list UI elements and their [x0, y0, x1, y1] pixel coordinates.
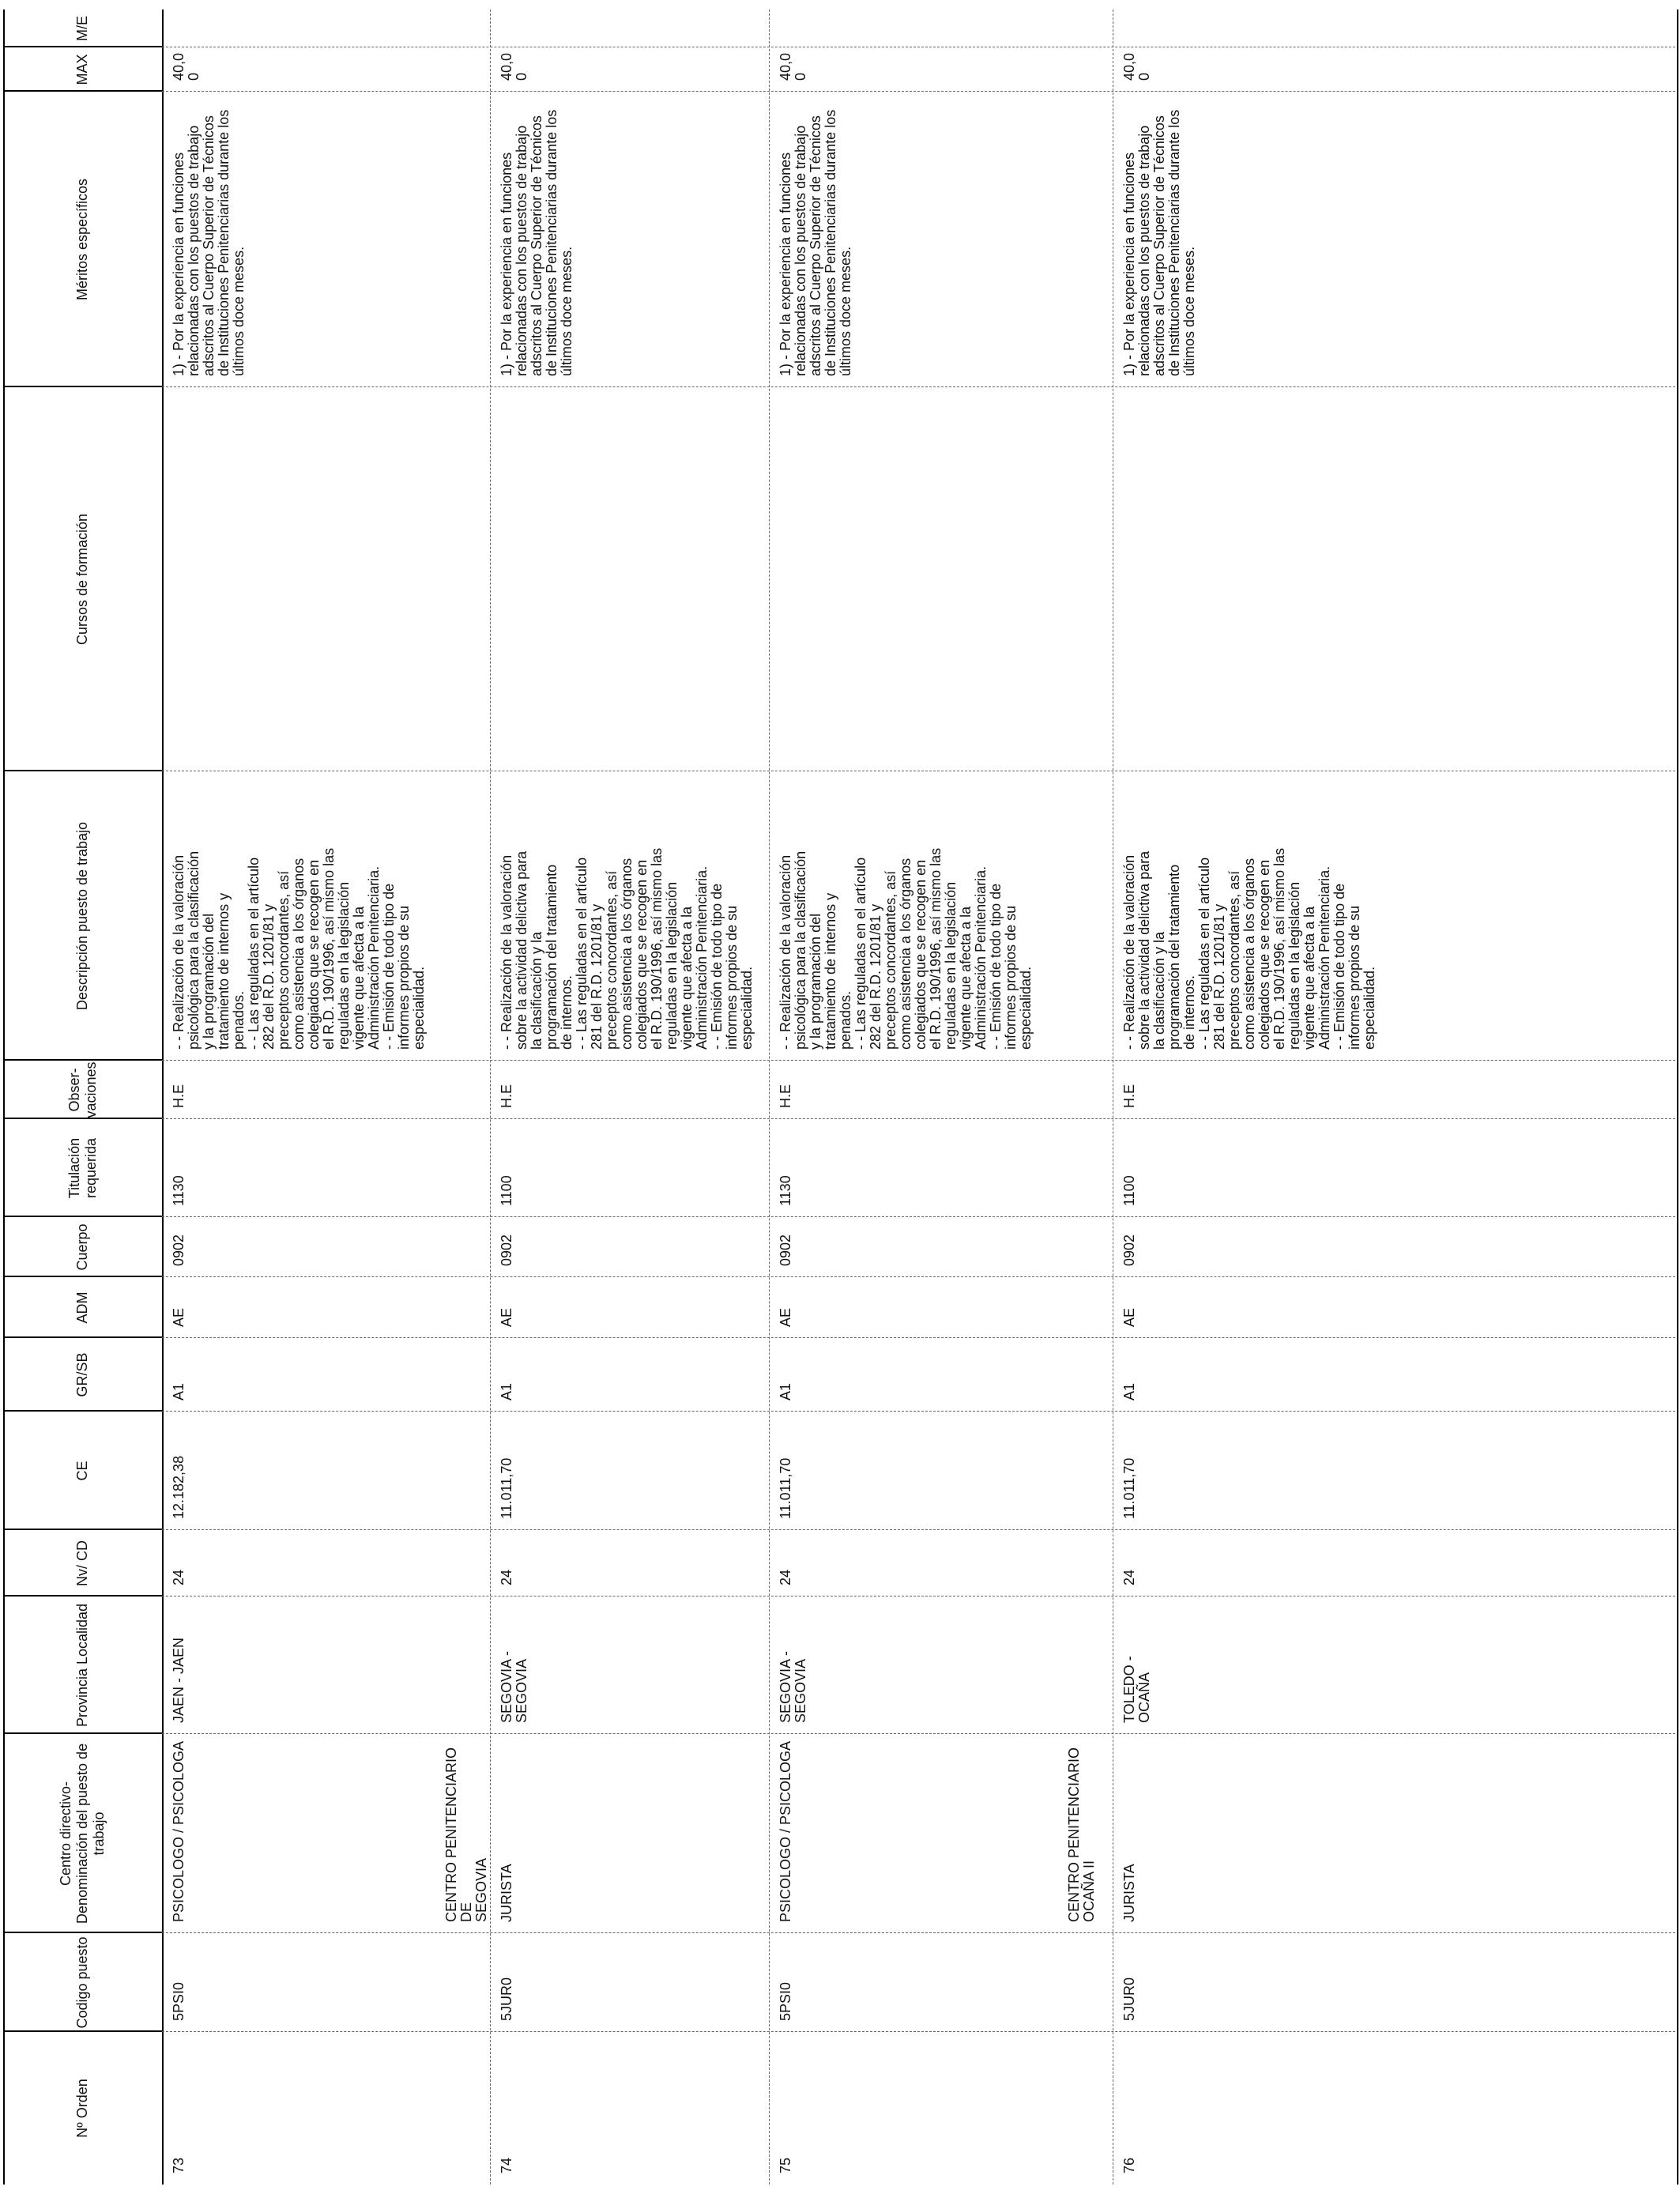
cell-codigo: 5PSI0 [778, 1981, 793, 2021]
cell-denominacion: JURISTA [1121, 1864, 1137, 1922]
row-divider [769, 9, 770, 2185]
header-cuerpo: Cuerpo [74, 1223, 90, 1271]
cell-codigo: 5JUR0 [499, 1977, 514, 2021]
cell-titulacion: 1100 [499, 1175, 514, 1206]
cell-provincia: TOLEDO - OCAÑA [1121, 1656, 1152, 1723]
cell-orden: 76 [1121, 2157, 1137, 2173]
body-column-divider [162, 2031, 1675, 2032]
cell-nivel: 24 [499, 1569, 514, 1585]
cell-nivel: 24 [778, 1569, 793, 1585]
header-column-divider [3, 1732, 162, 1734]
body-column-divider [162, 1216, 1675, 1217]
cell-provincia: SEGOVIA - SEGOVIA [778, 1650, 808, 1723]
header-orden: Nº Orden [74, 2079, 90, 2138]
header-column-divider [3, 1276, 162, 1277]
header-column-divider [3, 2030, 162, 2032]
cell-adm: AE [1121, 1307, 1137, 1327]
header-titulacion: Titulación requerida [66, 1133, 99, 1199]
header-centro: Centro directivo- Denominación del puesto de trabajo [58, 1743, 107, 1924]
cell-provincia: JAEN - JAEN [171, 1637, 186, 1723]
cell-grupo: A1 [499, 1382, 514, 1400]
cell-max: 40,0 0 [499, 52, 529, 81]
cell-orden: 74 [499, 2157, 514, 2173]
body-column-divider [162, 91, 1675, 92]
cell-centro-header: CENTRO PENITENCIARIO OCAÑA II [1066, 1747, 1097, 1922]
header-column-divider [3, 1932, 162, 1933]
cell-denominacion: PSICOLOGO / PSICOLOGA [778, 1740, 793, 1922]
header-column-divider [3, 1216, 162, 1217]
cell-titulacion: 1130 [171, 1175, 186, 1206]
cell-cuerpo: 0902 [499, 1234, 514, 1266]
cell-orden: 73 [171, 2157, 186, 2173]
header-me: M/E [74, 16, 90, 42]
cell-denominacion: PSICOLOGO / PSICOLOGA [171, 1740, 186, 1922]
header-column-divider [3, 386, 162, 387]
cell-grupo: A1 [778, 1382, 793, 1400]
header-column-divider [3, 1410, 162, 1412]
cell-observaciones: H.E [1121, 1084, 1137, 1108]
cell-observaciones: H.E [499, 1084, 514, 1108]
header-column-divider [3, 46, 162, 47]
body-column-divider [162, 1733, 1675, 1734]
header-codigo: Codigo puesto [74, 1936, 90, 2029]
cell-adm: AE [778, 1307, 793, 1327]
cell-max: 40,0 0 [171, 52, 202, 81]
cell-denominacion: JURISTA [499, 1864, 514, 1922]
header-nivel: Nv/ CD [74, 1540, 90, 1586]
body-column-divider [162, 1118, 1675, 1119]
cell-adm: AE [171, 1307, 186, 1327]
body-column-divider [162, 1060, 1675, 1061]
cell-titulacion: 1100 [1121, 1175, 1137, 1206]
cell-adm: AE [499, 1307, 514, 1327]
cell-observaciones: H.E [778, 1084, 793, 1108]
cell-max: 40,0 0 [778, 52, 808, 81]
body-column-divider [162, 1337, 1675, 1338]
cell-centro-header: CENTRO PENITENCIARIO DE SEGOVIA [443, 1747, 489, 1922]
cell-ce: 11.011,70 [1121, 1457, 1137, 1519]
cell-grupo: A1 [1121, 1382, 1137, 1400]
cell-max: 40,0 0 [1121, 52, 1152, 81]
header-cursos: Cursos de formación [74, 513, 90, 646]
header-descripcion: Descripción puesto de trabajo [74, 821, 90, 1011]
cell-nivel: 24 [1121, 1569, 1137, 1585]
header-observaciones: Obser- vaciones [66, 1061, 99, 1118]
header-column-divider [3, 1059, 162, 1061]
header-column-divider [3, 90, 162, 92]
cell-observaciones: H.E [171, 1084, 186, 1108]
body-column-divider [162, 1276, 1675, 1277]
cell-ce: 11.011,70 [778, 1457, 793, 1519]
cell-descripcion: - - Realización de la valoración sobre la actividad delictiva para la clasificación y la programación del tratamiento de internos. - - Las reguladas en el artículo 281 del R.D. 1201/81 y preceptos concordantes, así como asistencia a los órganos colegiados que se recogen en el R.D. 190/1996, así mismo las reguladas en la legislación vigente que afecta a la Administración Penitenciaria. - - Emisión de todo tipo de informes propios de su especialidad. [499, 847, 755, 1050]
header-provincia: Provincia Localidad [74, 1603, 90, 1728]
header-grupo: GR/SB [74, 1352, 90, 1397]
cell-orden: 75 [778, 2157, 793, 2173]
cell-provincia: SEGOVIA - SEGOVIA [499, 1650, 529, 1723]
cell-codigo: 5JUR0 [1121, 1977, 1137, 2021]
cell-titulacion: 1130 [778, 1175, 793, 1206]
header-column-divider [3, 770, 162, 771]
cell-ce: 12.182,38 [171, 1455, 186, 1519]
cell-cuerpo: 0902 [778, 1234, 793, 1266]
cell-meritos: 1) - Por la experiencia en funciones relacionadas con los puestos de trabajo adscritos al Cuerpo Superior de Técnicos de Instituciones Penitenciarias durante los últimos doce meses. [778, 109, 853, 376]
cell-cuerpo: 0902 [1121, 1234, 1137, 1266]
cell-cuerpo: 0902 [171, 1234, 186, 1266]
cell-meritos: 1) - Por la experiencia en funciones relacionadas con los puestos de trabajo adscritos al Cuerpo Superior de Técnicos de Instituciones Penitenciarias durante los últimos doce meses. [499, 109, 574, 376]
body-column-divider [162, 1932, 1675, 1933]
cell-meritos: 1) - Por la experiencia en funciones relacionadas con los puestos de trabajo adscritos al Cuerpo Superior de Técnicos de Instituciones Penitenciarias durante los últimos doce meses. [1121, 109, 1197, 376]
cell-meritos: 1) - Por la experiencia en funciones relacionadas con los puestos de trabajo adscritos al Cuerpo Superior de Técnicos de Instituciones Penitenciarias durante los últimos doce meses. [171, 109, 247, 376]
body-column-divider [162, 386, 1675, 387]
header-max: MAX [74, 54, 90, 85]
header-meritos: Méritos específicos [74, 178, 90, 301]
cell-descripcion: - - Realización de la valoración sobre la actividad delictiva para la clasificación y la programación del tratamiento de internos. - - Las reguladas en el artículo 281 del R.D. 1201/81 y preceptos concordantes, así como asistencia a los órganos colegiados que se recogen en el R.D. 190/1996, así mismo las reguladas en la legislación vigente que afecta a la Administración Penitenciaria. - - Emisión de todo tipo de informes propios de su especialidad. [1121, 847, 1377, 1050]
cell-ce: 11.011,70 [499, 1457, 514, 1519]
body-column-divider [162, 1411, 1675, 1412]
header-column-divider [3, 1529, 162, 1530]
header-column-divider [3, 1595, 162, 1596]
header-column-divider [3, 1336, 162, 1338]
row-divider [490, 9, 491, 2185]
header-ce: CE [74, 1461, 90, 1481]
cell-grupo: A1 [171, 1382, 186, 1400]
cell-nivel: 24 [171, 1569, 186, 1585]
cell-descripcion: - - Realización de la valoración psicológica para la clasificación y la programación del tratamiento de internos y penados. - - Las reguladas en el artículo 282 del R.D. 1201/81 y preceptos concordantes, así como asistencia a los órganos colegiados que se recogen en el R.D. 190/1996, así mismo las reguladas en la legislación vigente que afecta a la Administración Penitenciaria. - - Emisión de todo tipo de informes propios de su especialidad. [778, 847, 1034, 1050]
body-column-divider [162, 1529, 1675, 1530]
cell-codigo: 5PSI0 [171, 1981, 186, 2021]
cell-descripcion: - - Realización de la valoración psicológica para la clasificación y la programación del tratamiento de internos y penados. - - Las reguladas en el artículo 282 del R.D. 1201/81 y preceptos concordantes, así como asistencia a los órganos colegiados que se recogen en el R.D. 190/1996, así mismo las reguladas en la legislación vigente que afecta a la Administración Penitenciaria. - - Emisión de todo tipo de informes propios de su especialidad. [171, 847, 427, 1050]
header-adm: ADM [74, 1291, 90, 1324]
